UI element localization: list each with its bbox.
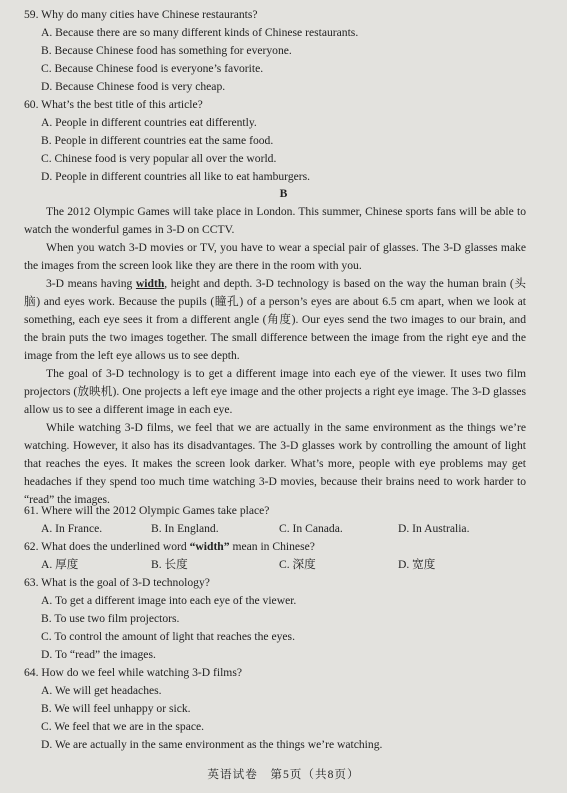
passage-paragraph-2: When you watch 3-D movies or TV, you have to wear a special pair of glasses. The 3-D glasses make the images from the screen look like they are there in the room with you. <box>24 241 526 272</box>
question-63-option-b: B. To use two film projectors. <box>41 612 180 625</box>
question-61-option-a: A. In France. <box>41 522 103 535</box>
question-64-option-d: D. We are actually in the same environment as the things we’re watching. <box>41 738 383 751</box>
question-61-option-b: B. In England. <box>151 522 219 535</box>
question-61-option-d: D. In Australia. <box>398 522 470 535</box>
question-62-option-a: A. 厚度 <box>41 558 79 571</box>
question-59-option-c: C. Because Chinese food is everyone’s favorite. <box>41 62 264 75</box>
page-footer: 英语试卷 第5页（共8页） <box>207 768 360 781</box>
question-62-option-c: C. 深度 <box>279 558 316 571</box>
question-59-stem: 59. Why do many cities have Chinese restaurants? <box>24 8 258 21</box>
question-64-option-c: C. We feel that we are in the space. <box>41 720 205 733</box>
question-61-option-c: C. In Canada. <box>279 522 343 535</box>
question-60-option-d: D. People in different countries all like to eat hamburgers. <box>41 170 311 183</box>
question-64-option-b: B. We will feel unhappy or sick. <box>41 702 191 715</box>
question-62-stem <box>24 538 315 556</box>
question-63-option-a: A. To get a different image into each eye of the viewer. <box>41 594 297 607</box>
question-60-stem: 60. What’s the best title of this article? <box>24 98 203 111</box>
section-heading: B <box>279 187 288 200</box>
question-60-option-b: B. People in different countries eat the same food. <box>41 134 274 147</box>
passage-paragraph-3 <box>24 275 526 365</box>
passage-paragraph-3-rest: , height and depth. 3-D technology is based on the way the human brain (头脑) and eyes work. Because the pupils (瞳孔) of a person’s eyes are about 6.5 cm apart, when we look at something, each eye sees it from a different angle (角度). Our eyes send the two images to our brain, and the brain puts the two images together. The small difference between the image from the right eye and the image from the left eye allows us to see depth. <box>24 277 526 362</box>
question-59-option-a: A. Because there are so many different kinds of Chinese restaurants. <box>41 26 359 39</box>
question-62-keyword: “width” <box>189 540 230 553</box>
underlined-word: width <box>135 277 165 290</box>
question-63-option-c: C. To control the amount of light that reaches the eyes. <box>41 630 295 643</box>
passage-paragraph-5: While watching 3-D films, we feel that we are actually in the same environment as the things we’re watching. However, it also has its disadvantages. The 3-D glasses work by controlling the amount of light that reaches the eyes. It makes the screen look darker. What’s more, people with eye problems may get headaches if they spend too much time watching 3-D movies, because their brains need to work harder to “read” the images. <box>24 421 526 506</box>
question-62-stem-end: mean in Chinese? <box>229 540 315 553</box>
question-62-stem-start: 62. What does the underlined word <box>24 540 190 553</box>
question-64-option-a: A. We will get headaches. <box>41 684 162 697</box>
question-64-stem: 64. How do we feel while watching 3-D films? <box>24 666 242 679</box>
passage-paragraph-3-start: 3-D means having <box>46 277 136 290</box>
question-62-option-b: B. 长度 <box>151 558 188 571</box>
reading-passage <box>24 203 526 509</box>
question-62-option-d: D. 宽度 <box>398 558 436 571</box>
passage-paragraph-4: The goal of 3-D technology is to get a different image into each eye of the viewer. It uses two film projectors (放映机). One projects a left eye image and the other projects a right eye image. The 3-D glasses allow us to see a different image in each eye. <box>24 367 526 416</box>
question-60-option-c: C. Chinese food is very popular all over the world. <box>41 152 277 165</box>
question-59-option-d: D. Because Chinese food is very cheap. <box>41 80 226 93</box>
passage-paragraph-1: The 2012 Olympic Games will take place in London. This summer, Chinese sports fans will be able to watch the wonderful games in 3-D on CCTV. <box>24 205 526 236</box>
question-63-option-d: D. To “read” the images. <box>41 648 156 661</box>
question-59-option-b: B. Because Chinese food has something for everyone. <box>41 44 292 57</box>
question-60-option-a: A. People in different countries eat differently. <box>41 116 257 129</box>
question-61-stem: 61. Where will the 2012 Olympic Games take place? <box>24 504 270 517</box>
question-63-stem: 63. What is the goal of 3-D technology? <box>24 576 210 589</box>
